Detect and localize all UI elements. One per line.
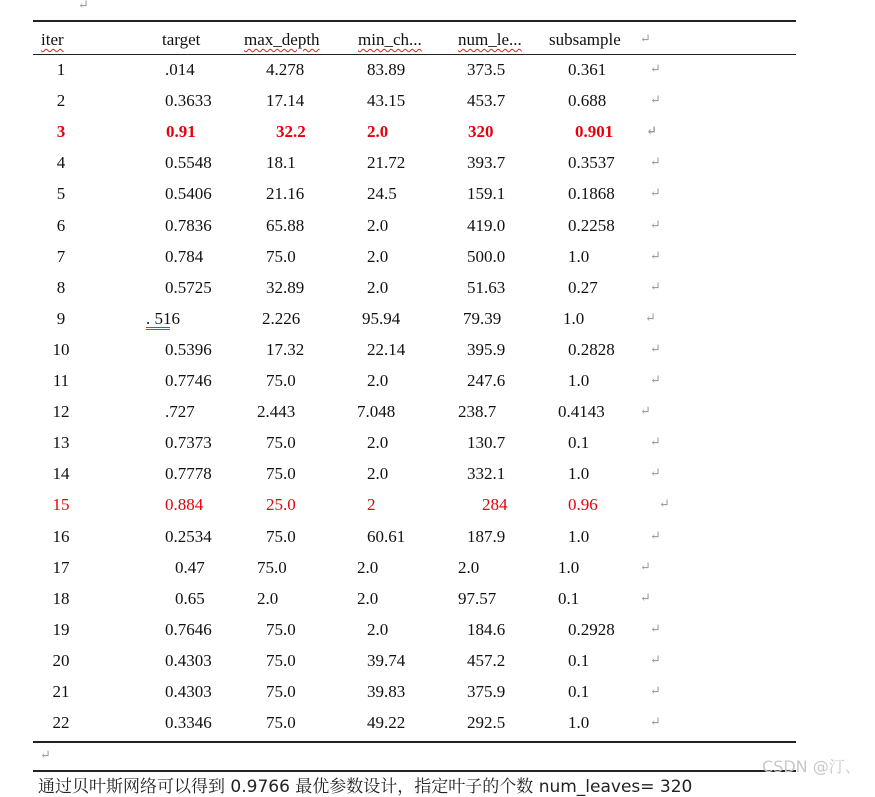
paragraph-mark: ↵ [640, 589, 651, 605]
cell-num-leaves: 500.0 [467, 246, 506, 266]
cell-subsample: 1.0 [568, 371, 590, 390]
cell-max-depth: 21.16 [266, 184, 305, 204]
cell-iter: 10 [52, 339, 70, 359]
paragraph-mark: ↵ [650, 278, 661, 294]
cell-target: 0.5406 [165, 184, 212, 204]
cell-subsample: 0.1868 [568, 184, 615, 204]
table-row [0, 589, 875, 613]
cell-subsample: 0.3537 [568, 153, 615, 173]
cell-target: 0.47 [175, 557, 205, 577]
cell-num-leaves: 453.7 [467, 91, 506, 111]
cell-iter: 16 [52, 526, 70, 546]
paragraph-mark: ↵ [650, 527, 661, 543]
cell-subsample: 1.0 [568, 246, 590, 266]
table-row [0, 216, 875, 240]
header-bottom-rule [33, 54, 796, 55]
header-num-leaves: num_le... [458, 30, 522, 49]
cell-subsample: 1.0 [563, 308, 585, 328]
paragraph-mark-header: ↵ [640, 31, 651, 46]
table-row [0, 371, 875, 395]
cell-num-leaves: 393.7 [467, 153, 506, 173]
cell-iter: 22 [52, 713, 70, 733]
cell-subsample: 0.2928 [568, 619, 615, 639]
cell-max-depth: 75.0 [266, 433, 296, 453]
cell-subsample: 1.0 [568, 713, 590, 733]
cell-num-leaves: 247.6 [467, 371, 506, 390]
cell-subsample: 0.4143 [558, 402, 605, 422]
cell-num-leaves: 2.0 [458, 557, 480, 577]
cell-iter: 3 [56, 122, 66, 142]
cell-num-leaves: 51.63 [467, 277, 506, 297]
cell-iter: 21 [52, 682, 70, 701]
cell-min-child: 2.0 [367, 619, 389, 639]
cell-target: 0.7836 [165, 215, 212, 235]
cell-num-leaves: 238.7 [458, 402, 497, 422]
table-row [0, 558, 875, 582]
paragraph-mark: ↵ [640, 558, 651, 574]
cell-iter: 14 [52, 464, 70, 484]
cell-subsample: 0.96 [568, 495, 598, 515]
table-row [0, 713, 875, 737]
cell-target: 0.7646 [165, 619, 212, 639]
cell-subsample: 0.1 [568, 433, 590, 453]
cell-min-child: 2.0 [357, 588, 379, 608]
cell-target: 0.4303 [165, 650, 212, 670]
table-header-row [0, 30, 875, 52]
table-row [0, 278, 875, 302]
cell-iter: 20 [52, 650, 70, 670]
cell-min-child: 2.0 [367, 246, 389, 266]
cell-iter: 5 [56, 184, 66, 204]
paragraph-mark: ↵ [650, 683, 661, 698]
cell-num-leaves: 320 [468, 122, 494, 142]
paragraph-mark-bottom: ↵ [40, 747, 51, 762]
table-row [0, 91, 875, 115]
cell-max-depth: 32.89 [266, 277, 305, 297]
paragraph-mark-top: ↵ [78, 0, 89, 12]
cell-target: 0.5548 [165, 153, 212, 173]
cell-min-child: 2.0 [367, 433, 389, 453]
table-row [0, 340, 875, 364]
cell-num-leaves: 375.9 [467, 682, 506, 701]
cell-num-leaves: 159.1 [467, 184, 506, 204]
table-row [0, 464, 875, 488]
cell-min-child: 2.0 [367, 371, 389, 390]
cell-max-depth: 25.0 [266, 495, 296, 515]
table-row [0, 184, 875, 208]
paragraph-mark: ↵ [650, 465, 661, 481]
paragraph-mark: ↵ [650, 434, 661, 450]
cell-target: 0.5396 [165, 339, 212, 359]
cell-num-leaves: 187.9 [467, 526, 506, 546]
cell-max-depth: 2.443 [257, 402, 296, 422]
cell-target: 0.7778 [165, 464, 212, 484]
cell-subsample: 0.1 [568, 650, 590, 670]
cell-max-depth: 75.0 [257, 557, 287, 577]
cell-max-depth: 32.2 [276, 122, 306, 142]
paragraph-mark: ↵ [650, 185, 661, 201]
cell-max-depth: 75.0 [266, 371, 296, 390]
paragraph-mark: ↵ [650, 247, 661, 263]
cell-target: 0.784 [165, 246, 204, 266]
cell-iter: 6 [56, 215, 66, 235]
cell-min-child: 95.94 [362, 308, 401, 328]
cell-iter: 18 [52, 588, 70, 608]
cell-max-depth: 65.88 [266, 215, 305, 235]
cell-iter: 13 [52, 433, 70, 453]
cell-iter: 7 [56, 246, 66, 266]
cell-max-depth: 17.32 [266, 339, 305, 359]
table-row [0, 247, 875, 271]
cell-target: 0.91 [166, 122, 196, 142]
cell-min-child: 39.83 [367, 682, 406, 701]
cell-min-child: 60.61 [367, 526, 406, 546]
cell-max-depth: 75.0 [266, 682, 296, 701]
header-max-depth: max_depth [244, 30, 320, 49]
table-bottom-rule [33, 741, 796, 743]
cell-num-leaves: 184.6 [467, 619, 506, 639]
paragraph-mark: ↵ [650, 154, 661, 170]
cell-max-depth: 2.226 [262, 308, 301, 328]
table-row [0, 60, 875, 84]
header-target: target [162, 30, 201, 49]
cell-min-child: 49.22 [367, 713, 406, 733]
cell-min-child: 2.0 [367, 277, 389, 297]
cell-target: . 516 [146, 308, 180, 328]
csdn-watermark: CSDN @汀、 [762, 757, 861, 776]
cell-min-child: 2 [367, 495, 376, 515]
table-row [0, 122, 875, 146]
footer-paragraph: 通过贝叶斯网络可以得到 0.9766 最优参数设计，指定叶子的个数 num_leaves= 320 [38, 777, 693, 797]
cell-num-leaves: 284 [482, 495, 508, 515]
cell-iter: 11 [52, 371, 70, 390]
cell-num-leaves: 332.1 [467, 464, 506, 484]
cell-subsample: 0.901 [575, 122, 614, 142]
paragraph-mark: ↵ [650, 651, 661, 667]
cell-num-leaves: 97.57 [458, 588, 497, 608]
paragraph-mark: ↵ [650, 92, 661, 108]
cell-max-depth: 4.278 [266, 60, 305, 79]
paragraph-mark: ↵ [650, 714, 661, 730]
cell-target: 0.7373 [165, 433, 212, 453]
cell-iter: 8 [56, 277, 66, 297]
cell-iter: 12 [52, 402, 70, 422]
table-row [0, 620, 875, 644]
cell-min-child: 2.0 [357, 557, 379, 577]
table-top-rule [33, 20, 796, 22]
cell-max-depth: 75.0 [266, 464, 296, 484]
cell-max-depth: 75.0 [266, 619, 296, 639]
cell-num-leaves: 395.9 [467, 339, 506, 359]
cell-max-depth: 75.0 [266, 650, 296, 670]
header-iter: iter [41, 30, 64, 49]
cell-num-leaves: 130.7 [467, 433, 506, 453]
cell-max-depth: 75.0 [266, 246, 296, 266]
cell-subsample: 0.1 [558, 588, 580, 608]
table-row [0, 433, 875, 457]
cell-min-child: 39.74 [367, 650, 406, 670]
header-min-child: min_ch... [358, 30, 422, 49]
cell-target: 0.3633 [165, 91, 212, 111]
cell-min-child: 7.048 [357, 402, 396, 422]
cell-max-depth: 75.0 [266, 713, 296, 733]
table-row [0, 153, 875, 177]
cell-subsample: 0.361 [568, 60, 607, 79]
cell-iter: 17 [52, 557, 70, 577]
paragraph-mark: ↵ [650, 340, 661, 356]
cell-num-leaves: 419.0 [467, 215, 506, 235]
cell-min-child: 2.0 [367, 122, 389, 142]
paragraph-mark: ↵ [650, 61, 661, 76]
table-row [0, 309, 875, 333]
cell-min-child: 43.15 [367, 91, 406, 111]
cell-min-child: 22.14 [367, 339, 406, 359]
cell-min-child: 83.89 [367, 60, 406, 79]
table-row [0, 495, 875, 519]
cell-iter: 4 [56, 153, 66, 173]
cell-iter: 2 [56, 91, 66, 111]
spelling-mark [146, 327, 170, 330]
cell-target: 0.884 [165, 495, 204, 515]
cell-target: 0.4303 [165, 682, 212, 701]
paragraph-mark: ↵ [645, 309, 656, 325]
cell-target: 0.5725 [165, 277, 212, 297]
paragraph-mark: ↵ [650, 620, 661, 636]
cell-min-child: 24.5 [367, 184, 397, 204]
cell-iter: 1 [56, 60, 66, 79]
cell-target: .727 [165, 402, 195, 422]
cell-min-child: 2.0 [367, 215, 389, 235]
cell-target: 0.3346 [165, 713, 212, 733]
cell-target: .014 [165, 60, 195, 79]
cell-subsample: 1.0 [568, 526, 590, 546]
table-row [0, 682, 875, 706]
cell-target: 0.7746 [165, 371, 212, 390]
cell-subsample: 1.0 [558, 557, 580, 577]
cell-iter: 9 [56, 308, 66, 328]
cell-max-depth: 2.0 [257, 588, 279, 608]
cell-num-leaves: 79.39 [463, 308, 502, 328]
paragraph-mark: ↵ [646, 123, 657, 139]
cell-num-leaves: 373.5 [467, 60, 506, 79]
table-row [0, 402, 875, 426]
cell-min-child: 21.72 [367, 153, 406, 173]
cell-target: 0.65 [175, 588, 205, 608]
cell-num-leaves: 292.5 [467, 713, 506, 733]
cell-num-leaves: 457.2 [467, 650, 506, 670]
cell-subsample: 0.688 [568, 91, 607, 111]
header-subsample: subsample [549, 30, 621, 49]
cell-max-depth: 75.0 [266, 526, 296, 546]
paragraph-mark: ↵ [640, 403, 651, 419]
cell-iter: 15 [52, 495, 70, 515]
cell-subsample: 0.2258 [568, 215, 615, 235]
cell-subsample: 0.1 [568, 682, 590, 701]
cell-subsample: 1.0 [568, 464, 590, 484]
cell-min-child: 2.0 [367, 464, 389, 484]
paragraph-mark: ↵ [650, 216, 661, 232]
table-row [0, 651, 875, 675]
cell-max-depth: 18.1 [266, 153, 296, 173]
cell-iter: 19 [52, 619, 70, 639]
cell-max-depth: 17.14 [266, 91, 305, 111]
cell-target: 0.2534 [165, 526, 212, 546]
paragraph-mark: ↵ [650, 372, 661, 387]
paragraph-mark: ↵ [659, 496, 670, 512]
cell-subsample: 0.27 [568, 277, 598, 297]
table-row [0, 527, 875, 551]
cell-subsample: 0.2828 [568, 339, 615, 359]
